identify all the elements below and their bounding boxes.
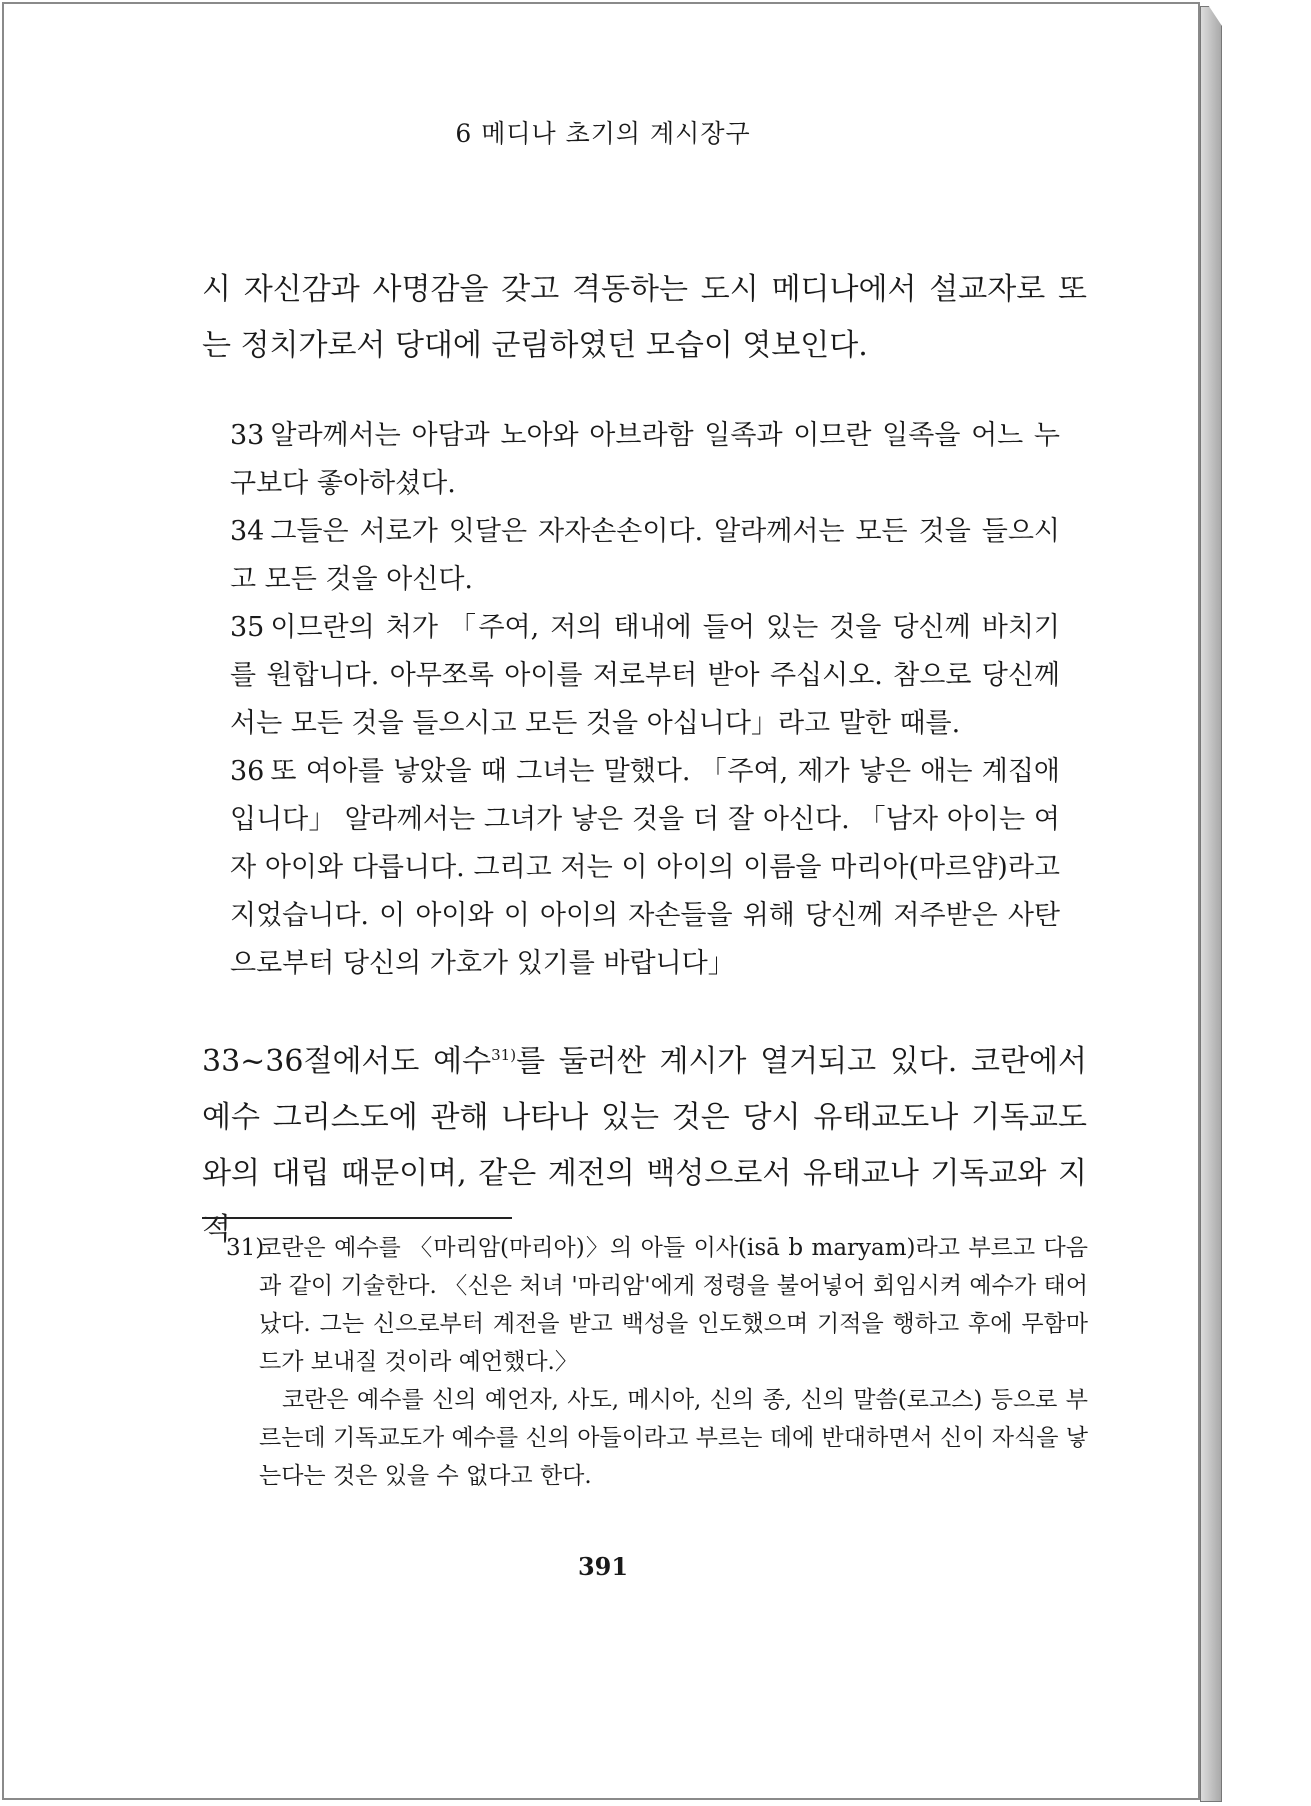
- page-number: 391: [577, 1552, 629, 1581]
- verse-36: [230, 748, 1060, 988]
- verse-34: [230, 508, 1060, 604]
- verse-number: 33: [230, 420, 265, 451]
- paragraph-2-start: 33~36절에서도 예수: [202, 1044, 492, 1079]
- verse-number: 36: [230, 756, 265, 787]
- footnote-text-2: 코란은 예수를 신의 예언자, 사도, 메시아, 신의 종, 신의 말씀(로고스) 등으로 부르는데 기독교도가 예수를 신의 아들이라고 부르는 데에 반대하면서 신이 자식을 낳는다는 것은 있을 수 없다고 한다.: [259, 1387, 1088, 1489]
- body-paragraph-2: [202, 1034, 1087, 1258]
- verse-number: 35: [230, 612, 265, 643]
- footnote-marker: 31): [226, 1235, 265, 1261]
- paragraph-2-rest: 를 둘러싼 계시가 열거되고 있다. 코란에서 예수 그리스도에 관해 나타나 있는 것은 당시 유태교도나 기독교도와의 대립 때문이며, 같은 계전의 백성으로서 유태교나 기독교와 지적: [202, 1044, 1087, 1247]
- footnote-paragraph-1: [226, 1229, 1088, 1381]
- page-stack-edge: [1200, 6, 1222, 1802]
- footnote-text-1: 코란은 예수를 〈마리암(마리아)〉의 아들 이사(isā b maryam)라고 부르고 다음과 같이 기술한다. 〈신은 처녀 '마리암'에게 정령을 불어넣어 회임시켜 예수가 태어났다. 그는 신으로부터 계전을 받고 백성을 인도했으며 기적을 행하고 후에 무함마드가 보내질 것이라 예언했다.〉: [259, 1235, 1088, 1375]
- verse-text: 이므란의 처가 「주여, 저의 태내에 들어 있는 것을 당신께 바치기를 원합니다. 아무쪼록 아이를 저로부터 받아 주십시오. 참으로 당신께서는 모든 것을 들으시고 모든 것을 아십니다」라고 말한 때를.: [230, 612, 1060, 739]
- book-page: [2, 2, 1200, 1800]
- footnote-reference: 31): [491, 1046, 517, 1064]
- footnote-31: [226, 1229, 1088, 1495]
- verse-text: 그들은 서로가 잇달은 자자손손이다. 알라께서는 모든 것을 들으시고 모든 것을 아신다.: [230, 516, 1060, 595]
- verse-text: 알라께서는 아담과 노아와 아브라함 일족과 이므란 일족을 어느 누구보다 좋아하셨다.: [230, 420, 1060, 499]
- footnote-divider: [202, 1217, 512, 1219]
- running-head: 6 메디나 초기의 계시장구: [455, 119, 751, 148]
- quran-quotation: [230, 412, 1060, 988]
- footnote-paragraph-2: [226, 1381, 1088, 1495]
- verse-33: [230, 412, 1060, 508]
- verse-number: 34: [230, 516, 265, 547]
- verse-text: 또 여아를 낳았을 때 그녀는 말했다. 「주여, 제가 낳은 애는 계집애입니다」 알라께서는 그녀가 낳은 것을 더 잘 아신다. 「남자 아이는 여자 아이와 다릅니다. 그리고 저는 이 아이의 이름을 마리아(마르얌)라고 지었습니다. 이 아이와 이 아이의 자손들을 위해 당신께 저주받은 사탄으로부터 당신의 가호가 있기를 바랍니다」: [230, 756, 1060, 979]
- body-paragraph-1: 시 자신감과 사명감을 갖고 격동하는 도시 메디나에서 설교자로 또는 정치가로서 당대에 군림하였던 모습이 엿보인다.: [202, 272, 1087, 363]
- verse-35: [230, 604, 1060, 748]
